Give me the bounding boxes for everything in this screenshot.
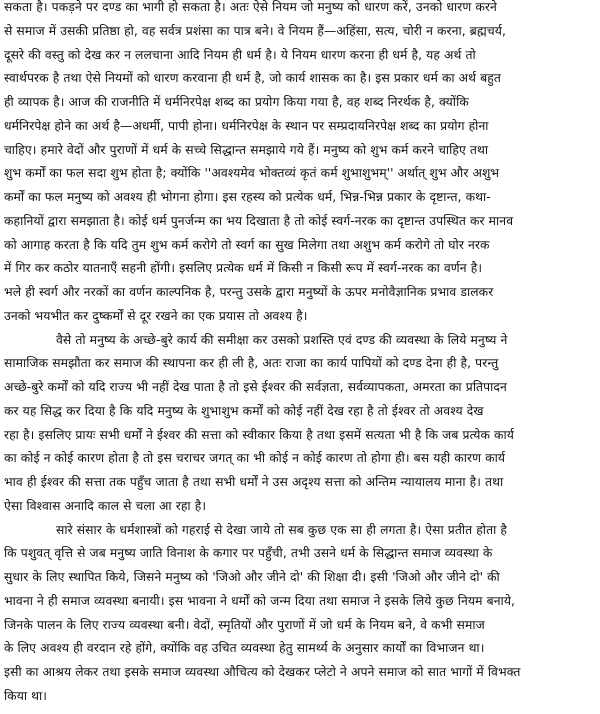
text-line: से समाज में उसकी प्रतिष्ठा हो, वह सर्वत्र प्रशंसा का पात्र बने। वे नियम हैं—अहिंसा, सत्य, चोरी न करना, ब्रह्मचर्य, [4,23,507,38]
text-line: सामाजिक समझौता कर समाज की स्थापना कर ही ली है, अतः राजा का कार्य पापियों को दण्ड देना ही है, परन्तु [4,356,499,371]
text-line: सकता है। पकड़ने पर दण्ड का भागी हो सकता है। अतः ऐसे नियम जो मनुष्य को धारण करें, उनको धारण करने [4,0,497,14]
text-line: के लिए अवश्य ही वरदान रहे होंगे, क्योंकि वह उचित व्यवस्था हेतु सामर्थ्य के अनुसार कार्यों का विभाजन था। [4,641,485,656]
text-line: कहानियों द्वारा समझाता है। कोई धर्म पुनर्जन्म का भय दिखाता है तो कोई स्वर्ग-नरक का दृष्टान्त उपस्थित कर मानव [4,213,514,228]
text-line: स्वार्थपरक है तथा ऐसे नियमों को धारण करवाना ही धर्म है, जो कार्य शासक का है। इस प्रकार धर्म का अर्थ बहुत [4,71,502,86]
text-line: चाहिए। हमारे वेदों और पुराणों में धर्म के सच्चे सिद्धान्त समझाये गये हैं। मनुष्य को शुभ कर्म करने चाहिए तथा [4,142,489,157]
text-line: कर यह सिद्ध कर दिया है कि यदि मनुष्य के शुभाशुभ कर्मों को कोई नहीं देख रहा है तो ईश्वर तो अवश्य देख [4,403,484,418]
text-line: में गिर कर कठोर यातनाएँ सहनी होंगी। इसलिए प्रत्येक धर्म में किसी न किसी रूप में स्वर्ग-नरक का वर्णन है। [4,261,483,276]
text-line: को आगाह करता है कि यदि तुम शुभ कर्म करोगे तो स्वर्ग का सुख मिलेगा तथा अशुभ कर्म करोगे तो घोर नरक [4,237,490,252]
text-line: इसी का आश्रय लेकर तथा इसके समाज व्यवस्था औचित्य को देखकर प्लेटो ने अपने समाज को सात भागों में विभक्त [4,665,521,679]
text-line: रहा है। इसलिए प्रायः सभी धर्मों ने ईश्वर की सत्ता को स्वीकार किया है तथा इसमें सत्यता भी है कि जब प्रत्येक कार्य [4,427,514,442]
text-line: वैसे तो मनुष्य के अच्छे-बुरे कार्य की समीक्षा कर उसको प्रशस्ति एवं दण्ड की व्यवस्था के लिये मनुष्य ने [56,332,508,347]
text-line: शुभ कर्मों का फल सदा शुभ होता है; क्योंकि ''अवश्यमेव भोक्तव्यं कृतं कर्म शुभाशुभम्'' अर्थात् शुभ और अशुभ [4,166,500,181]
text-line: धर्मनिरपेक्ष होने का अर्थ है—अधर्मी, पापी होना। धर्मनिरपेक्ष के स्थान पर सम्प्रदायनिरपेक्ष शब्द का प्रयोग होना [4,118,489,133]
text-line: भाव ही ईश्वर की सत्ता तक पहुँच जाता है तथा सभी धर्मों ने उस अदृश्य सत्ता को अन्तिम न्यायालय माना है। तथा [4,475,504,489]
text-line: भावना ने ही समाज व्यवस्था बनायी। इस भावना ने धर्मों को जन्म दिया तथा समाज ने इसके लिये कुछ नियम बनाये, [4,593,516,608]
text-line: दूसरे की वस्तु को देख कर न ललचाना आदि नियम ही धर्म है। ये नियम धारण करना ही धर्म है, यह अर्थ तो [4,47,476,62]
text-line: भले ही स्वर्ग और नरकों का वर्णन काल्पनिक है, परन्तु उसके द्वारा मनुष्यों के ऊपर मनोवैज्ञानिक प्रभाव डालकर [4,285,494,299]
text-line: कि पशुवत् वृत्ति से जब मनुष्य जाति विनाश के कगार पर पहुँची, तभी उसने धर्म के सिद्धान्त समाज व्यवस्था के [4,546,493,561]
text-line: ही व्यापक है। आज की राजनीति में धर्मनिरपेक्ष शब्द का प्रयोग किया गया है, वह शब्द निरर्थक है, क्योंकि [4,95,469,109]
text-line: किया था। [4,688,48,703]
text-line: का कोई न कोई कारण होता है तो इस चराचर जगत् का भी कोई न कोई कारण तो होगा ही। बस यही कारण कार्य [4,451,506,466]
text-line: जिनके पालन के लिए राज्य व्यवस्था बनी। वेदों, स्मृतियों और पुराणों में जो धर्म के नियम बने, वे कभी समाज [4,617,485,632]
text-line: सुधार के लिए स्थापित किये, जिसने मनुष्य को 'जिओ और जीने दो' की शिक्षा दी। इसी 'जिओ और जीने दो' की [4,570,500,584]
text-line: ऐसा विश्वास अनादि काल से चला आ रहा है। [4,498,207,513]
text-line: उनको भयभीत कर दुष्कर्मों से दूर रखने का एक प्रयास तो अवश्य है। [4,308,308,323]
text-line: सारे संसार के धर्मशास्त्रों को गहराई से देखा जाये तो सब कुछ एक सा ही लगता है। ऐसा प्रतीत होता है [56,522,507,537]
text-line: कर्मों का फल मनुष्य को अवश्य ही भोगना होगा। इस रहस्य को प्रत्येक धर्म, भिन्न-भिन्न प्रकार के दृष्टान्त, कथा- [4,190,491,204]
text-line: अच्छे-बुरे कर्मों को यदि राज्य भी नहीं देख पाता है तो इसे ईश्वर की सर्वज्ञता, सर्वव्यापकता, अमरता का प्रतिपादन [4,380,507,394]
